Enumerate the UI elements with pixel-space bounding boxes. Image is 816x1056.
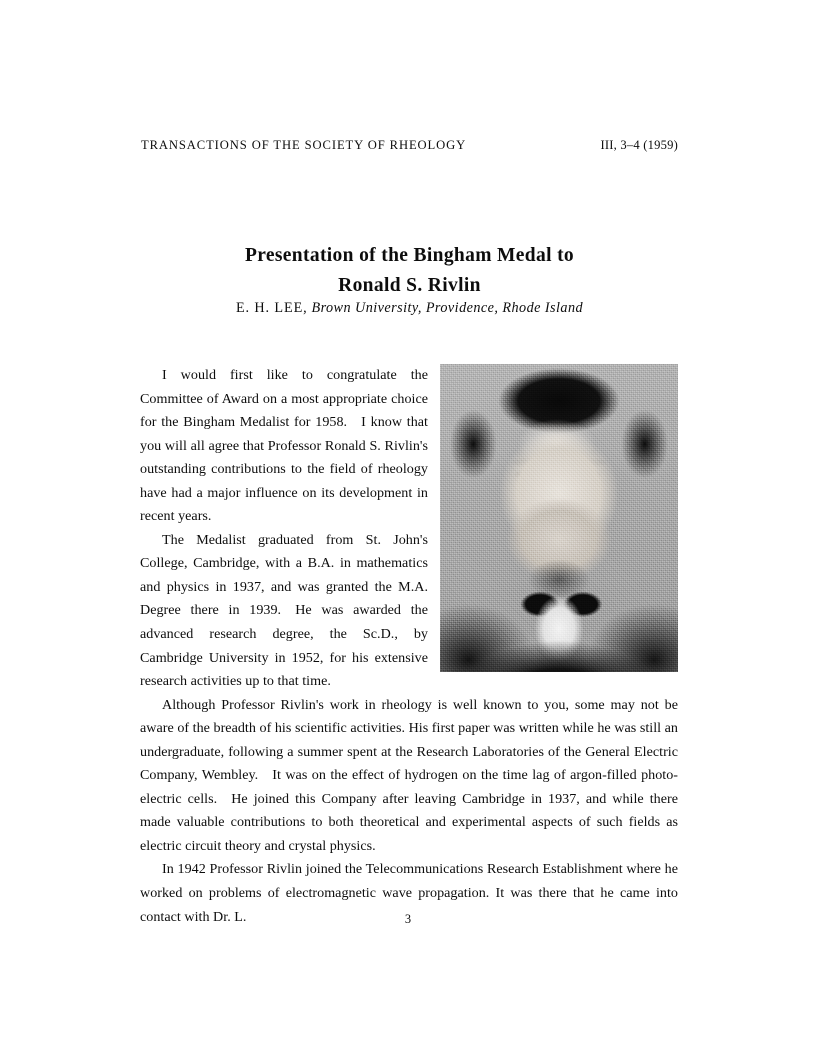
article-title-line-2: Ronald S. Rivlin: [338, 275, 481, 297]
article-title-line-1: Presentation of the Bingham Medal to: [244, 245, 575, 267]
body-paragraph-3: Although Professor Rivlin's work in rheology is well known to you, some may not be aware of the breadth of his scientific activities. His first paper was written while he was still an undergraduate, following a summer spent at the Research Laboratories of the General Electric Company, Wembley. It was on the effect of hydrogen on the time lag of argon-filled photo-electric cells. He joined this Company after leaving Cambridge in 1937, and while there made valuable contributions to both theoretical and experimental aspects of such fields as electric circuit theory and crystal physics.: [140, 696, 678, 854]
author-affiliation: Brown University, Providence, Rhode Island: [311, 300, 584, 316]
halftone-grain-overlay-secondary: [440, 364, 678, 672]
article-body: [140, 364, 678, 929]
body-paragraph-2: The Medalist graduated from St. John's College, Cambridge, with a B.A. in mathematics and physics in 1937, and was granted the M.A. Degree there in 1939. He was awarded the advanced research degree, the Sc.D., by Cambridge University in 1952, for his extensive research activities up to that time.: [140, 531, 428, 690]
running-head: [141, 138, 678, 153]
issue-designation: III, 3–4 (1959): [600, 138, 678, 152]
author-name: E. H. LEE,: [235, 300, 308, 316]
body-paragraph-4: In 1942 Professor Rivlin joined the Telecommunications Research Establishment where he worked on problems of electromagnetic wave propagation. It was there that he came into contact with Dr. L.: [140, 861, 678, 925]
journal-name: TRANSACTIONS OF THE SOCIETY OF RHEOLOGY: [141, 138, 467, 152]
byline: [141, 300, 678, 317]
portrait-photograph: [440, 364, 678, 672]
page-title: [141, 241, 678, 301]
body-paragraph-1: I would first like to congratulate the Committee of Award on a most appropriate choice for the Bingham Medalist for 1958. I know that you will all agree that Professor Ronald S. Rivlin's outstanding contributions to the field of rheology have had a major influence on its development in recent years.: [140, 367, 428, 525]
page-number: 3: [404, 912, 412, 926]
